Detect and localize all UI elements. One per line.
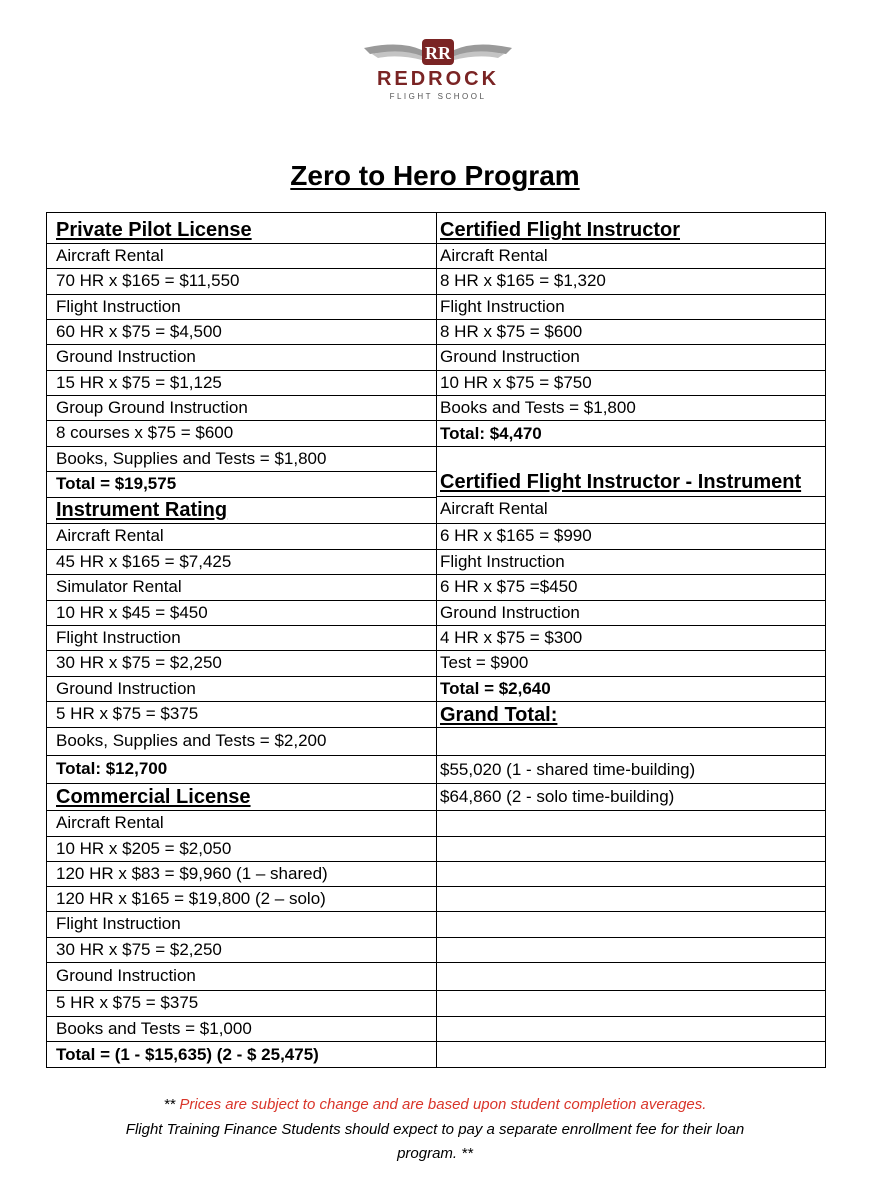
row-divider [437,990,826,991]
line-item: Aircraft Rental [440,246,548,265]
line-item: 15 HR x $75 = $1,125 [56,373,222,392]
row-divider [437,1016,826,1017]
row-divider [46,268,437,269]
line-item: Aircraft Rental [56,813,164,832]
row-divider [46,962,437,963]
row-divider [46,650,437,651]
section-total: Total = $19,575 [56,474,177,493]
section-heading: Certified Flight Instructor - Instrument [440,471,802,493]
row-divider [437,1041,826,1042]
line-item: Ground Instruction [56,679,196,698]
line-item: Ground Instruction [56,347,196,366]
footer-finance-note: Flight Training Finance Students should expect to pay a separate enrollment fee for their loan [125,1121,745,1138]
row-divider [437,701,826,702]
line-item: $55,020 (1 - shared time-building) [440,760,696,779]
row-divider [46,886,437,887]
row-divider [437,810,826,811]
line-item: Books and Tests = $1,000 [56,1019,252,1038]
row-divider [46,497,437,498]
line-item: Books and Tests = $1,800 [440,398,636,417]
row-divider [437,523,826,524]
brand-subtitle: FLIGHT SCHOOL [389,92,487,101]
row-divider [437,446,826,447]
section-heading: Commercial License [56,786,251,808]
footer-finance-note-end: program. ** [397,1145,473,1162]
line-item: Ground Instruction [440,603,580,622]
section-heading: Instrument Rating [56,499,228,521]
line-item: 10 HR x $75 = $750 [440,373,592,392]
section-total: Total = (1 - $15,635) (2 - $ 25,475) [56,1045,319,1064]
row-divider [437,549,826,550]
row-divider [46,319,437,320]
line-item: 30 HR x $75 = $2,250 [56,653,222,672]
row-divider [437,911,826,912]
section-total: Total: $4,470 [440,424,542,443]
line-item: 6 HR x $165 = $990 [440,526,592,545]
row-divider [46,395,437,396]
row-divider [437,861,826,862]
line-item: 120 HR x $83 = $9,960 (1 – shared) [56,864,328,883]
row-divider [437,783,826,784]
line-item: 10 HR x $45 = $450 [56,603,208,622]
line-item: Aircraft Rental [440,499,548,518]
row-divider [46,344,437,345]
row-divider [46,676,437,677]
line-item: 8 courses x $75 = $600 [56,423,234,442]
row-divider [437,886,826,887]
row-divider [437,600,826,601]
row-divider [437,319,826,320]
line-item: Flight Instruction [440,552,565,571]
line-item: Books, Supplies and Tests = $2,200 [56,731,327,750]
line-item: 60 HR x $75 = $4,500 [56,322,222,341]
row-divider [437,420,826,421]
line-item: Ground Instruction [56,966,196,985]
row-divider [437,727,826,728]
row-divider [437,676,826,677]
line-item: Ground Instruction [440,347,580,366]
section-heading: Certified Flight Instructor [440,219,680,241]
row-divider [46,625,437,626]
row-divider [437,496,826,497]
line-item: Aircraft Rental [56,246,164,265]
row-divider [46,370,437,371]
line-item: Flight Instruction [56,914,181,933]
row-divider [437,755,826,756]
row-divider [46,810,437,811]
row-divider [46,1041,437,1042]
line-item: 8 HR x $75 = $600 [440,322,583,341]
footer-disclaimer [0,1096,870,1113]
line-item: 8 HR x $165 = $1,320 [440,271,606,290]
section-heading: Private Pilot License [56,219,252,241]
footer-price-note: Prices are subject to change and are based upon student completion averages. [179,1096,707,1113]
line-item: Books, Supplies and Tests = $1,800 [56,449,327,468]
line-item: Test = $900 [440,653,529,672]
line-item: Flight Instruction [56,297,181,316]
line-item: 5 HR x $75 = $375 [56,993,199,1012]
line-item: Group Ground Instruction [56,398,248,417]
line-item: 45 HR x $165 = $7,425 [56,552,232,571]
line-item: $64,860 (2 - solo time-building) [440,787,675,806]
line-item: 4 HR x $75 = $300 [440,628,583,647]
row-divider [437,937,826,938]
row-divider [46,783,437,784]
line-item: 10 HR x $205 = $2,050 [56,839,232,858]
row-divider [46,294,437,295]
line-item: 70 HR x $165 = $11,550 [56,271,240,290]
row-divider [46,420,437,421]
row-divider [46,523,437,524]
line-item: Simulator Rental [56,577,182,596]
row-divider [46,755,437,756]
footer-stars: ** [163,1096,176,1113]
svg-text:RR: RR [425,43,451,63]
row-divider [46,861,437,862]
row-divider [46,1016,437,1017]
row-divider [437,243,826,244]
line-item: 6 HR x $75 =$450 [440,577,578,596]
line-item: 30 HR x $75 = $2,250 [56,940,222,959]
row-divider [46,990,437,991]
line-item: 120 HR x $165 = $19,800 (2 – solo) [56,889,326,908]
section-total: Total: $12,700 [56,759,168,778]
row-divider [46,549,437,550]
line-item: 5 HR x $75 = $375 [56,704,199,723]
row-divider [437,268,826,269]
row-divider [437,294,826,295]
row-divider [437,574,826,575]
row-divider [46,243,437,244]
row-divider [46,727,437,728]
row-divider [437,370,826,371]
line-item: Aircraft Rental [56,526,164,545]
row-divider [46,911,437,912]
page-title: Zero to Hero Program [290,160,580,191]
row-divider [437,836,826,837]
redrock-logo [360,36,516,106]
row-divider [437,650,826,651]
row-divider [437,962,826,963]
section-heading: Grand Total: [440,704,558,726]
brand-name: REDROCK [376,68,500,90]
row-divider [46,574,437,575]
row-divider [46,836,437,837]
line-item: Flight Instruction [440,297,565,316]
line-item: Flight Instruction [56,628,181,647]
row-divider [46,471,437,472]
row-divider [46,937,437,938]
row-divider [46,600,437,601]
row-divider [46,446,437,447]
section-total: Total = $2,640 [440,679,551,698]
row-divider [437,344,826,345]
row-divider [46,701,437,702]
wings-emblem-icon [360,36,516,68]
row-divider [437,395,826,396]
column-divider [436,212,437,1068]
row-divider [437,625,826,626]
